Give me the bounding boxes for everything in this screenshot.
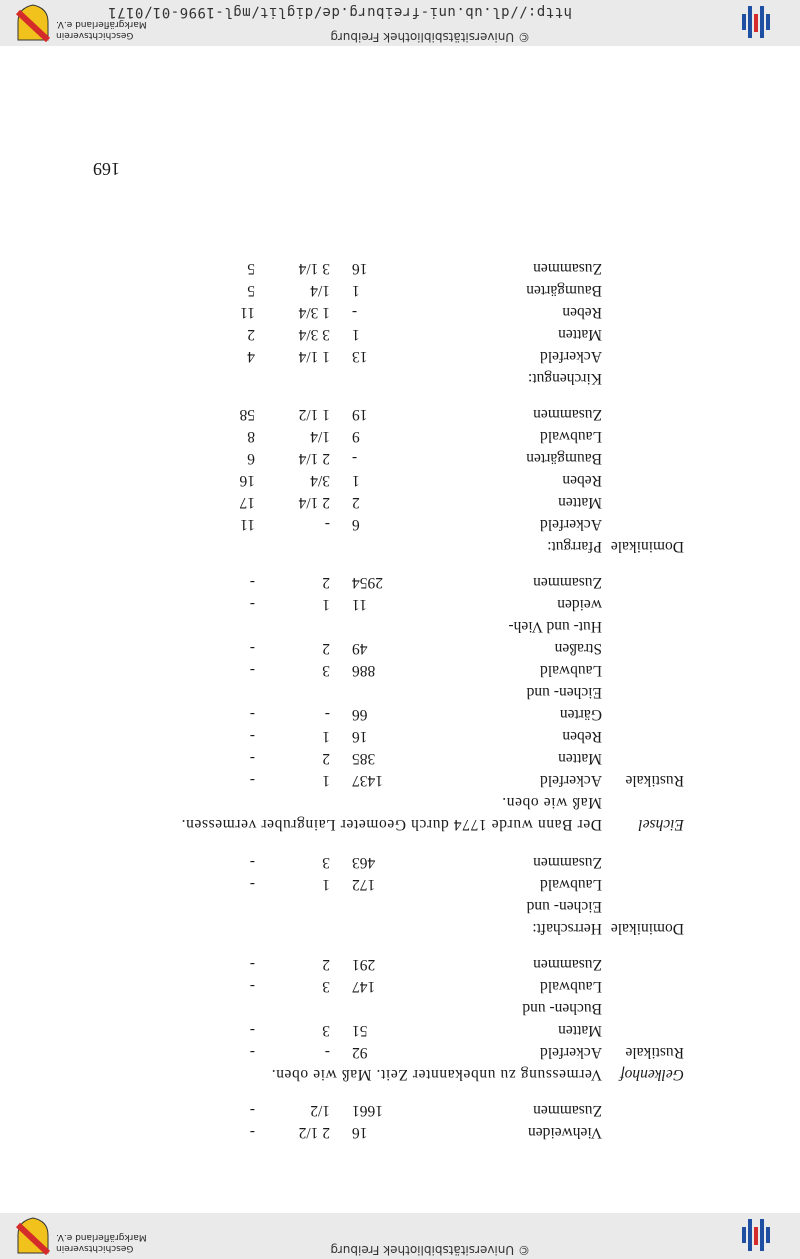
row-category: Reben: [562, 304, 602, 321]
table-row: [0, 323, 800, 345]
row-value-2: 3 3/4: [298, 326, 330, 343]
row-value-2: 2 1/4: [298, 494, 330, 511]
row-value-1: 463: [352, 854, 376, 871]
row-category: Zusammen: [533, 854, 602, 871]
row-value-1: 49: [352, 640, 368, 657]
row-value-1: 16: [352, 260, 368, 277]
row-category: Zusammen: [533, 1102, 602, 1119]
row-value-3: 58: [239, 406, 255, 423]
row-value-2: 1 1/2: [298, 406, 330, 423]
page-url[interactable]: http://dl.ub.uni-freiburg.de/diglit/mgl-1996-01/0171: [107, 4, 572, 20]
row-section-label: Gelkenhof: [620, 1066, 684, 1083]
table-row: [0, 469, 800, 491]
row-section-label: Eichsel: [638, 816, 684, 833]
table-row: [0, 279, 800, 301]
row-category: Eichen- und: [526, 684, 602, 701]
row-value-1: 2954: [352, 574, 383, 591]
row-value-1: 1: [352, 472, 360, 489]
table-row: [0, 917, 800, 939]
row-value-2: 2 1/4: [298, 450, 330, 467]
row-category: Ackerfeld: [540, 1044, 602, 1061]
row-note: Maß wie oben.: [501, 794, 602, 811]
scan-footer-band: [0, 1213, 800, 1259]
row-value-3: -: [249, 1044, 255, 1061]
row-value-2: 3: [322, 854, 330, 871]
row-category: Zusammen: [533, 406, 602, 423]
row-category: Laubwald: [540, 876, 602, 893]
row-category: Reben: [562, 472, 602, 489]
row-value-2: 3: [322, 662, 330, 679]
table-row: [0, 703, 800, 725]
publisher-crest-icon: [16, 1217, 50, 1255]
row-value-1: 1: [352, 282, 360, 299]
row-value-3: -: [249, 772, 255, 789]
row-value-3: 4: [247, 348, 255, 365]
row-value-3: -: [249, 956, 255, 973]
row-category: Eichen- und: [526, 898, 602, 915]
table-row: [0, 615, 800, 637]
row-value-2: 1: [322, 772, 330, 789]
table-row: [0, 535, 800, 557]
row-section-label: Dominikale: [610, 538, 684, 555]
row-value-2: 2: [322, 574, 330, 591]
row-value-1: 9: [352, 428, 360, 445]
row-value-2: 2: [322, 750, 330, 767]
row-value-1: 66: [352, 706, 368, 723]
table-row: [0, 681, 800, 703]
table-row: [0, 851, 800, 873]
header-publisher: Geschichtsverein Markgräflerland e.V.: [56, 19, 147, 40]
row-value-1: 11: [352, 596, 367, 613]
row-category: Kirchengut:: [527, 370, 602, 387]
row-value-3: -: [249, 596, 255, 613]
row-category: Hut- und Vieh-: [508, 618, 602, 635]
table-row: [0, 975, 800, 997]
row-value-2: 1/4: [310, 282, 330, 299]
page-number: 169: [93, 159, 120, 179]
row-section-label: Rustikale: [625, 1044, 684, 1061]
ub-logo-icon: [736, 4, 776, 42]
table-row: [0, 747, 800, 769]
row-value-3: -: [249, 1102, 255, 1119]
table-row: [0, 997, 800, 1019]
row-category: Ackerfeld: [540, 772, 602, 789]
row-category: Matten: [558, 750, 602, 767]
row-value-1: 92: [352, 1044, 368, 1061]
table-row: [0, 895, 800, 917]
table-row: [0, 1019, 800, 1041]
table-row: [0, 593, 800, 615]
row-category: Laubwald: [540, 428, 602, 445]
row-value-3: -: [249, 876, 255, 893]
row-value-2: -: [324, 706, 330, 723]
row-category: Matten: [558, 326, 602, 343]
row-value-3: -: [249, 854, 255, 871]
row-category: Reben: [562, 728, 602, 745]
table-row: [0, 637, 800, 659]
row-value-2: 1 3/4: [298, 304, 330, 321]
row-value-1: 51: [352, 1022, 368, 1039]
row-category: Zusammen: [533, 260, 602, 277]
row-value-2: 1/4: [310, 428, 330, 445]
row-value-3: 5: [247, 282, 255, 299]
row-value-1: 1: [352, 326, 360, 343]
row-category: Zusammen: [533, 956, 602, 973]
row-value-2: 1: [322, 728, 330, 745]
row-category: Ackerfeld: [540, 348, 602, 365]
table-row: [0, 791, 800, 813]
table-row: [0, 1121, 800, 1143]
row-value-1: 385: [352, 750, 376, 767]
row-value-1: 147: [352, 978, 376, 995]
table-row: [0, 513, 800, 535]
row-value-3: -: [249, 640, 255, 657]
row-value-2: 3/4: [310, 472, 330, 489]
row-value-2: 2: [322, 956, 330, 973]
table-row: [0, 769, 800, 791]
table-row: [0, 367, 800, 389]
table-row: [0, 491, 800, 513]
table-row: [0, 953, 800, 975]
row-note: Der Bann wurde 1774 durch Geometer Laingruber vermessen.: [181, 816, 602, 833]
publisher-crest-icon: [16, 4, 50, 42]
row-section-label: Rustikale: [625, 772, 684, 789]
header-copyright: © Universitätsbibliothek Freiburg: [330, 30, 530, 44]
table-row: [0, 403, 800, 425]
row-category: Laubwald: [540, 662, 602, 679]
row-value-3: 16: [239, 472, 255, 489]
table-row: [0, 571, 800, 593]
row-category: Straßen: [554, 640, 602, 657]
row-category: Matten: [558, 494, 602, 511]
row-value-1: 19: [352, 406, 368, 423]
table-row: [0, 447, 800, 469]
table-row: [0, 813, 800, 835]
row-value-3: 17: [239, 494, 255, 511]
row-category: Herrschaft:: [532, 920, 602, 937]
row-value-2: 1: [322, 876, 330, 893]
row-value-3: -: [249, 728, 255, 745]
table-row: [0, 659, 800, 681]
row-value-3: 2: [247, 326, 255, 343]
row-category: Buchen- und: [522, 1000, 602, 1017]
row-value-1: 886: [352, 662, 376, 679]
row-value-3: 11: [240, 304, 255, 321]
table-row: [0, 1041, 800, 1063]
row-value-2: -: [324, 1044, 330, 1061]
row-value-1: 13: [352, 348, 368, 365]
table-row: [0, 301, 800, 323]
row-category: Ackerfeld: [540, 516, 602, 533]
table-row: [0, 425, 800, 447]
row-value-2: 1 1/4: [298, 348, 330, 365]
row-value-2: 1/2: [310, 1102, 330, 1119]
table-row: [0, 345, 800, 367]
row-value-2: 3: [322, 1022, 330, 1039]
row-value-3: -: [249, 1124, 255, 1141]
row-value-3: 11: [240, 516, 255, 533]
row-value-3: 8: [247, 428, 255, 445]
footer-publisher: Geschichtsverein Markgräflerland e.V.: [56, 1232, 147, 1253]
row-value-2: 1: [322, 596, 330, 613]
table-row: [0, 873, 800, 895]
row-category: Baumgärten: [526, 282, 602, 299]
row-value-1: 1661: [352, 1102, 383, 1119]
row-value-2: -: [324, 516, 330, 533]
table-row: [0, 1063, 800, 1085]
row-category: Matten: [558, 1022, 602, 1039]
ub-logo-icon: [736, 1217, 776, 1255]
row-value-1: -: [352, 304, 358, 321]
row-value-1: 2: [352, 494, 360, 511]
row-value-1: 16: [352, 728, 368, 745]
row-category: Gärten: [559, 706, 602, 723]
table-row: [0, 725, 800, 747]
row-value-3: -: [249, 706, 255, 723]
row-value-3: -: [249, 574, 255, 591]
row-value-1: 291: [352, 956, 376, 973]
row-value-3: 5: [247, 260, 255, 277]
row-value-3: 6: [247, 450, 255, 467]
table-row: [0, 257, 800, 279]
row-value-3: -: [249, 1022, 255, 1039]
row-note: Vermessung zu unbekannter Zeit. Maß wie oben.: [271, 1066, 602, 1083]
row-category: Zusammen: [533, 574, 602, 591]
row-value-1: 172: [352, 876, 376, 893]
row-value-3: -: [249, 662, 255, 679]
row-category: Viehweiden: [528, 1124, 602, 1141]
row-value-3: -: [249, 750, 255, 767]
row-value-1: 1437: [352, 772, 383, 789]
row-section-label: Dominikale: [610, 920, 684, 937]
footer-copyright: © Universitätsbibliothek Freiburg: [330, 1243, 530, 1257]
scan-header-band: [0, 0, 800, 46]
row-value-2: 2 1/2: [298, 1124, 330, 1141]
row-value-1: -: [352, 450, 358, 467]
row-value-2: 2: [322, 640, 330, 657]
row-value-3: -: [249, 978, 255, 995]
row-value-2: 3: [322, 978, 330, 995]
row-category: Pfarrgut:: [547, 538, 602, 555]
row-category: Baumgärten: [526, 450, 602, 467]
table-row: [0, 1099, 800, 1121]
row-category: weiden: [557, 596, 602, 613]
row-value-1: 6: [352, 516, 360, 533]
row-category: Laubwald: [540, 978, 602, 995]
row-value-2: 3 1/4: [298, 260, 330, 277]
row-value-1: 16: [352, 1124, 368, 1141]
